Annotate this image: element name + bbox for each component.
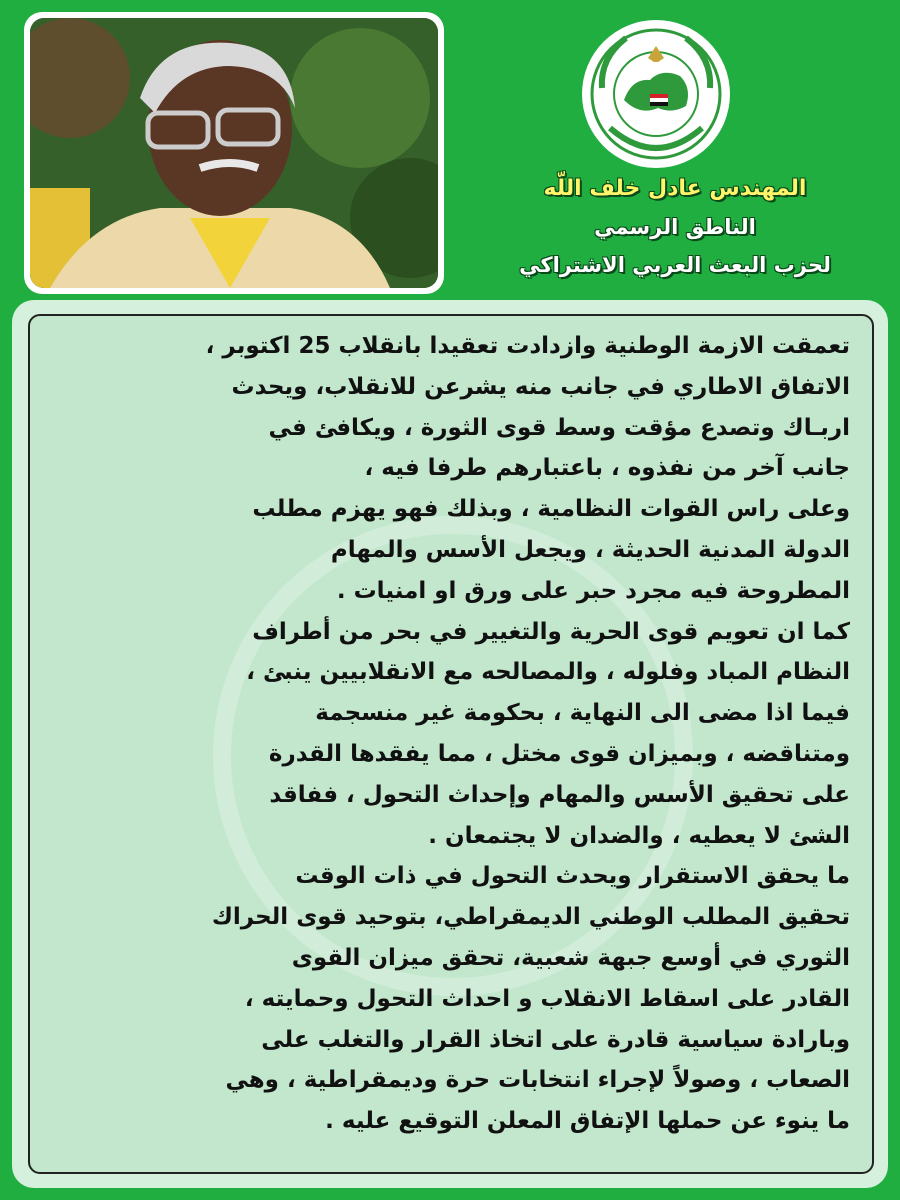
statement-line: ما يحقق الاستقرار ويحدث التحول في ذات الوقت (295, 863, 850, 890)
speaker-role: الناطق الرسمي (594, 215, 756, 239)
portrait-illustration (30, 18, 438, 288)
statement-line: كما ان تعويم قوى الحرية والتغيير في بحر من أطراف (252, 618, 850, 645)
statement-line: اربـاك وتصدع مؤقت وسط قوى الثورة ، ويكافئ في (268, 414, 850, 441)
statement-line: ما ينوء عن حملها الإتفاق المعلن التوقيع عليه . (325, 1108, 850, 1135)
statement-line: جانب آخر من نفذوه ، باعتبارهم طرفا فيه ، (364, 455, 850, 482)
speaker-photo (30, 18, 438, 288)
statement-line: وعلى راس القوات النظامية ، وبذلك فهو يهزم مطلب (252, 496, 850, 523)
statement-line: الصعاب ، وصولاً لإجراء انتخابات حرة وديمقراطية ، وهي (225, 1067, 850, 1094)
statement-line: على تحقيق الأسس والمهام وإحداث التحول ، ففاقد (269, 781, 850, 808)
statement-line: الاتفاق الاطاري في جانب منه يشرعن للانقلاب، ويحدث (231, 373, 850, 400)
speaker-title-block (460, 170, 890, 284)
statement-line: القادر على اسقاط الانقلاب و احداث التحول وحمايته ، (244, 985, 850, 1012)
statement-line: تحقيق المطلب الوطني الديمقراطي، بتوحيد قوى الحراك (211, 904, 850, 931)
statement-panel (28, 314, 874, 1174)
speaker-name: المهندس عادل خلف اللّه (543, 176, 807, 201)
statement-line: ومتناقضه ، وبميزان قوى مختل ، مما يفقدها القدرة (268, 740, 850, 767)
statement-line: النظام المباد وفلوله ، والمصالحه مع الانقلابيين ينبئ ، (246, 659, 850, 686)
statement-line: الثوري في أوسع جبهة شعبية، تحقق ميزان القوى (291, 944, 850, 971)
statement-text (52, 326, 850, 1142)
statement-line: المطروحة فيه مجرد حبر على ورق او امنيات . (336, 577, 850, 604)
statement-line: وبارادة سياسية قادرة على اتخاذ القرار والتغلب على (261, 1026, 850, 1053)
statement-line: فيما اذا مضى الى النهاية ، بحكومة غير منسجمة (315, 700, 850, 727)
speaker-photo-frame (24, 12, 444, 294)
party-logo (580, 18, 732, 170)
statement-line: الدولة المدنية الحديثة ، ويجعل الأسس والمهام (330, 536, 850, 563)
party-name: لحزب البعث العربي الاشتراكي (519, 253, 831, 277)
statement-line: الشئ لا يعطيه ، والضدان لا يجتمعان . (428, 822, 850, 849)
statement-line: تعمقت الازمة الوطنية وازدادت تعقيدا بانقلاب 25 اكتوبر ، (205, 333, 850, 359)
